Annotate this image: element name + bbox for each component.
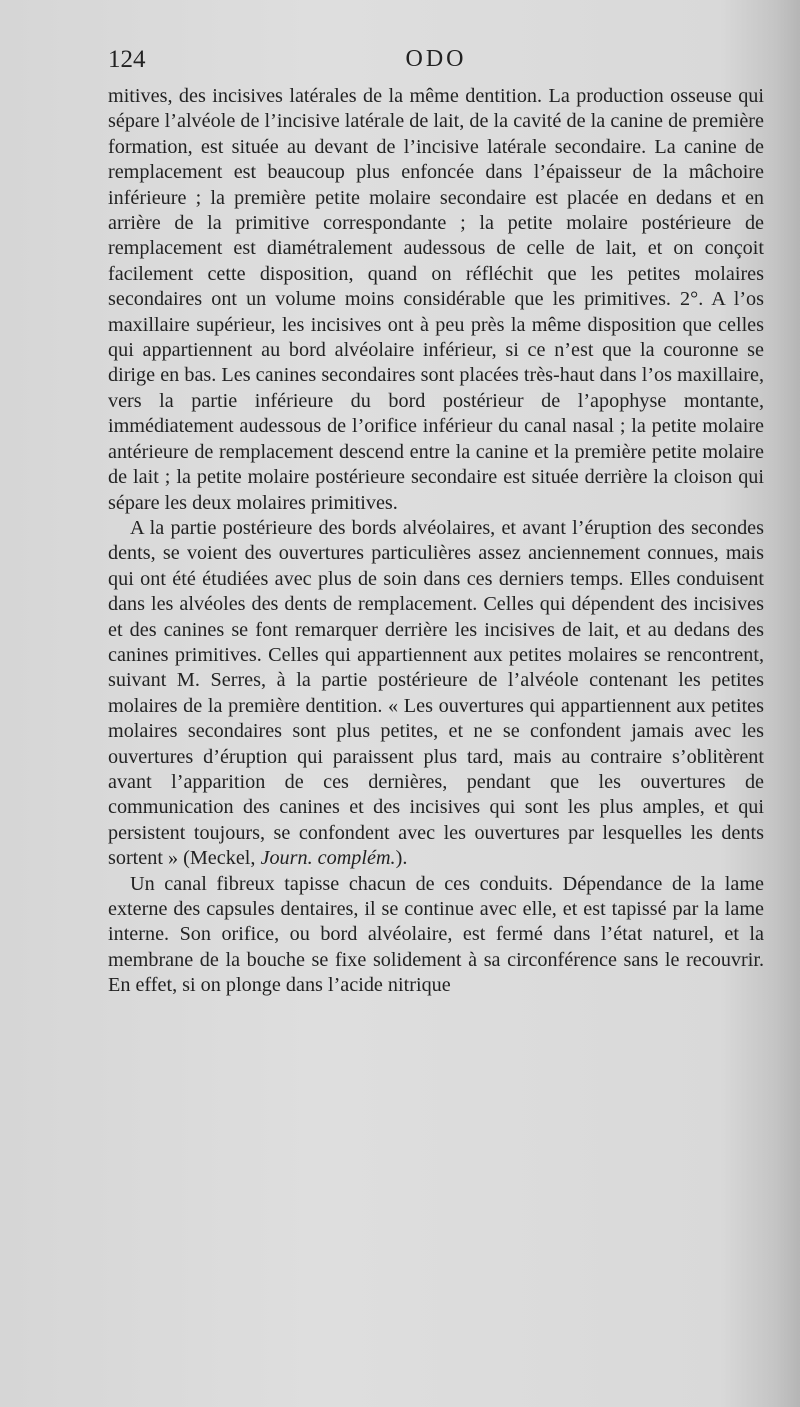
page-number: 124 — [108, 46, 146, 73]
paragraph-2 — [108, 516, 764, 872]
page-header — [108, 46, 764, 80]
citation-end: ). — [395, 847, 408, 870]
body-text — [108, 84, 764, 999]
paragraph-1: mitives, des incisives latérales de la même dentition. La production osseuse qui sépare l’alvéole de l’incisive latérale de lait, de la cavité de la canine de première formation, est située au devant de l’incisive latérale secondaire. La canine de remplacement est beaucoup plus enfoncée dans l’épaisseur de la mâchoire inférieure ; la première petite molaire secondaire est placée en dedans et en arrière de la primitive correspondante ; la petite molaire postérieure de remplacement est diamétralement audessous de celle de lait, et on conçoit facilement cette disposition, quand on réfléchit que les petites molaires secondaires ont un volume moins considérable que les primitives. 2°. A l’os maxillaire supérieur, les incisives ont à peu près la même disposition que celles qui appartiennent au bord alvéolaire inférieur, si ce n’est que la couronne se dirige en bas. Les canines secondaires sont placées très-haut dans l’os maxillaire, vers la partie inférieure du bord postérieur de l’apophyse montante, immédiatement audessous de l’orifice inférieur du canal nasal ; la petite molaire antérieure de remplacement descend entre la canine et la première petite molaire de lait ; la petite molaire postérieure secondaire est située derrière la cloison qui sépare les deux molaires primitives. — [108, 85, 764, 514]
citation-italic: Journ. complém. — [260, 847, 396, 870]
running-title: ODO — [405, 46, 467, 72]
paragraph-3: Un canal fibreux tapisse chacun de ces conduits. Dépendance de la lame externe des capsules dentaires, il se continue avec elle, et est tapissé par la lame interne. Son orifice, ou bord alvéolaire, est fermé dans l’état naturel, et la membrane de la bouche se fixe solidement à sa circonférence sans le recouvrir. En effet, si on plonge dans l’acide nitrique — [108, 872, 764, 997]
paragraph-2-text: A la partie postérieure des bords alvéolaires, et avant l’éruption des secondes dents, se voient des ouvertures particulières assez anciennement connues, mais qui ont été étudiées avec plus de soin dans ces derniers temps. Elles conduisent dans les alvéoles des dents de remplacement. Celles qui dépendent des incisives et des canines se font remarquer derrière les incisives de lait, et au dedans des canines primitives. Celles qui appartiennent aux petites molaires se rencontrent, suivant M. Serres, à la partie postérieure de l’alvéole contenant les petites molaires de la première dentition. « Les ouvertures qui appartiennent aux petites molaires secondaires sont plus petites, et ne se confondent jamais avec les ouvertures d’éruption qui paraissent plus tard, mais au contraire s’oblitèrent avant l’apparition de ces dernières, pendant que les ouvertures de communication des canines et des incisives qui sont les plus amples, et qui persistent toujours, se confondent avec les ouvertures par lesquelles les dents sortent » (Meckel, — [108, 516, 764, 870]
